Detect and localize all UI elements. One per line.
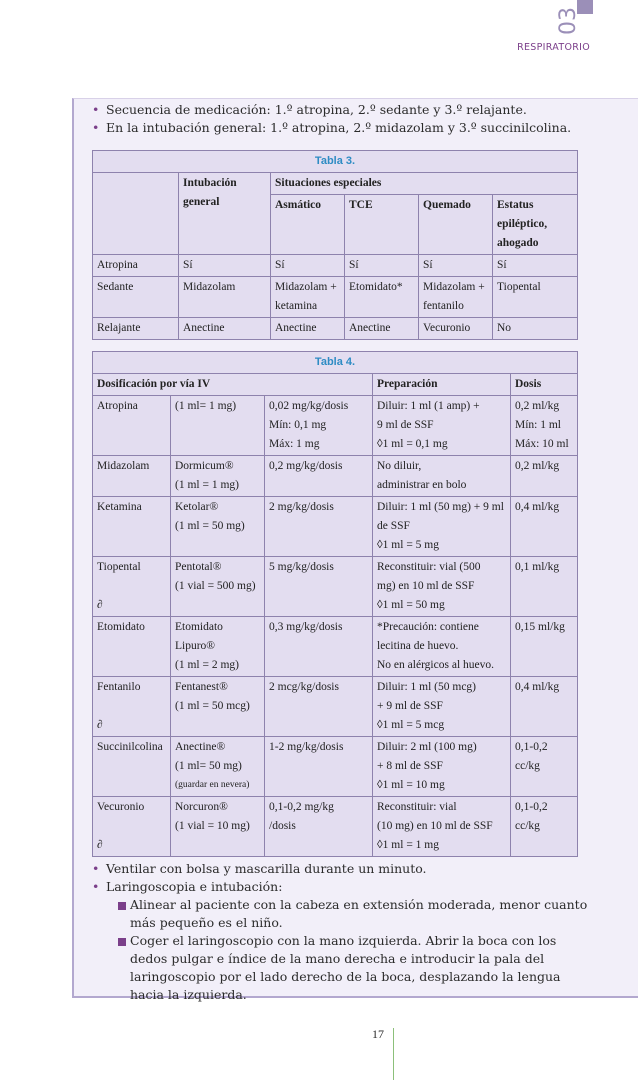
table-cell: 0,3 mg/kg/dosis xyxy=(265,617,373,677)
table-cell: No xyxy=(493,318,578,340)
table-cell: Sí xyxy=(345,255,419,277)
table-cell: Fentanilo ∂ xyxy=(93,677,171,737)
table-cell: 0,15 ml/kg xyxy=(511,617,578,677)
table-cell: 0,4 ml/kg xyxy=(511,497,578,557)
table-cell: Sí xyxy=(179,255,271,277)
table-cell: 0,2 ml/kg Mín: 1 ml Máx: 10 ml xyxy=(511,396,578,456)
table-cell: 0,02 mg/kg/dosis Mín: 0,1 mg Máx: 1 mg xyxy=(265,396,373,456)
table-cell: 0,4 ml/kg xyxy=(511,677,578,737)
chapter-label: RESPIRATORIO xyxy=(517,42,590,53)
table-header: Asmático xyxy=(271,195,345,255)
table-cell: Sí xyxy=(271,255,345,277)
storage-note: (guardar en nevera) xyxy=(175,780,250,790)
table-row xyxy=(93,456,578,497)
table-cell: Diluir: 1 ml (50 mcg) + 9 ml de SSF ◊1 ml = 5 mcg xyxy=(373,677,511,737)
table-cell: 1-2 mg/kg/dosis xyxy=(265,737,373,797)
table-cell: Midazolam + ketamina xyxy=(271,277,345,318)
table-header: Estatus epiléptico, ahogado xyxy=(493,195,578,255)
table-3 xyxy=(92,150,578,340)
chapter-number: 03 xyxy=(556,7,581,35)
table-row xyxy=(93,797,578,857)
table-row xyxy=(93,497,578,557)
table-cell: Etomidato xyxy=(93,617,171,677)
table-row xyxy=(93,617,578,677)
table-cell: Anectine xyxy=(345,318,419,340)
table-cell: Etomidato Lipuro® (1 ml = 2 mg) xyxy=(171,617,265,677)
table-cell: Anectine® (1 ml= 50 mg) (guardar en nevera) xyxy=(171,737,265,797)
table-cell: Norcuron® (1 vial = 10 mg) xyxy=(171,797,265,857)
table-header: Intubación general xyxy=(179,173,271,255)
table-header: Dosis xyxy=(511,374,578,396)
bullet-list-bottom xyxy=(92,860,592,1004)
table-cell: 0,1 ml/kg xyxy=(511,557,578,617)
table-cell: 0,1-0,2 mg/kg /dosis xyxy=(265,797,373,857)
table-cell: Midazolam + fentanilo xyxy=(419,277,493,318)
table-cell: Ketamina xyxy=(93,497,171,557)
table-cell: 0,1-0,2 cc/kg xyxy=(511,797,578,857)
table-cell: 2 mg/kg/dosis xyxy=(265,497,373,557)
table-cell: Sedante xyxy=(93,277,179,318)
list-item: • Ventilar con bolsa y mascarilla durante un minuto. xyxy=(92,860,592,878)
table-caption: Tabla 4. xyxy=(93,352,578,374)
table-cell: Etomidato* xyxy=(345,277,419,318)
list-item: • Secuencia de medicación: 1.º atropina, 2.º sedante y 3.º relajante. xyxy=(92,101,592,119)
table-cell: 2 mcg/kg/dosis xyxy=(265,677,373,737)
sub-list-item: Alinear al paciente con la cabeza en extensión moderada, menor cuanto más pequeño es el niño. xyxy=(118,896,592,932)
table-cell: Diluir: 1 ml (1 amp) + 9 ml de SSF ◊1 ml = 0,1 mg xyxy=(373,396,511,456)
table-cell: Relajante xyxy=(93,318,179,340)
table-header: Preparación xyxy=(373,374,511,396)
table-cell: *Precaución: contiene lecitina de huevo. No en alérgicos al huevo. xyxy=(373,617,511,677)
table-cell: Midazolam xyxy=(179,277,271,318)
table-cell: 5 mg/kg/dosis xyxy=(265,557,373,617)
table-cell: (1 ml= 1 mg) xyxy=(171,396,265,456)
bullet-list-top xyxy=(92,101,592,137)
table-row xyxy=(93,557,578,617)
table-cell: 0,1-0,2 cc/kg xyxy=(511,737,578,797)
table-row xyxy=(93,277,578,318)
table-cell: Pentotal® (1 vial = 500 mg) xyxy=(171,557,265,617)
table-cell: Sí xyxy=(493,255,578,277)
table-row xyxy=(93,737,578,797)
table-cell: Atropina xyxy=(93,396,171,456)
table-cell: Reconstituir: vial (500 mg) en 10 ml de SSF ◊1 ml = 50 mg xyxy=(373,557,511,617)
list-item: • En la intubación general: 1.º atropina, 2.º midazolam y 3.º succinilcolina. xyxy=(92,119,592,137)
table-cell: Sí xyxy=(419,255,493,277)
table-cell: 0,2 mg/kg/dosis xyxy=(265,456,373,497)
table-cell: Tiopental ∂ xyxy=(93,557,171,617)
table-cell: Dormicum® (1 ml = 1 mg) xyxy=(171,456,265,497)
table-caption: Tabla 3. xyxy=(93,151,578,173)
table-cell: Tiopental xyxy=(493,277,578,318)
table-row xyxy=(93,255,578,277)
table-cell: 0,2 ml/kg xyxy=(511,456,578,497)
table-cell: Diluir: 1 ml (50 mg) + 9 ml de SSF ◊1 ml = 5 mg xyxy=(373,497,511,557)
table-cell: Atropina xyxy=(93,255,179,277)
table-cell: Reconstituir: vial (10 mg) en 10 ml de SSF ◊1 ml = 1 mg xyxy=(373,797,511,857)
table-cell: Vecuronio xyxy=(419,318,493,340)
table-cell: Midazolam xyxy=(93,456,171,497)
table-header: TCE xyxy=(345,195,419,255)
table-cell: Anectine xyxy=(271,318,345,340)
table-4 xyxy=(92,351,578,857)
table-header: Situaciones especiales xyxy=(271,173,578,195)
sub-list xyxy=(92,896,592,1004)
table-cell: No diluir, administrar en bolo xyxy=(373,456,511,497)
table-cell: Diluir: 2 ml (100 mg) + 8 ml de SSF ◊1 ml = 10 mg xyxy=(373,737,511,797)
table-row xyxy=(93,677,578,737)
table-cell: Vecuronio ∂ xyxy=(93,797,171,857)
table-cell: Fentanest® (1 ml = 50 mcg) xyxy=(171,677,265,737)
table-cell: Ketolar® (1 ml = 50 mg) xyxy=(171,497,265,557)
table-header: Dosificación por vía IV xyxy=(93,374,373,396)
table-cell: Anectine xyxy=(179,318,271,340)
page-number: 17 xyxy=(372,1027,384,1041)
list-item: • Laringoscopia e intubación: xyxy=(92,878,592,896)
table-header: Quemado xyxy=(419,195,493,255)
table-cell: Succinilcolina xyxy=(93,737,171,797)
table-row xyxy=(93,318,578,340)
table-row xyxy=(93,396,578,456)
table-cell xyxy=(93,173,179,255)
sub-list-item: Coger el laringoscopio con la mano izquierda. Abrir la boca con los dedos pulgar e índice de la mano derecha e introducir la pala del laringoscopio por el lado derecho de la boca, desplazando la lengua hacia la izquierda. xyxy=(118,932,592,1004)
page-rule xyxy=(393,1028,394,1080)
